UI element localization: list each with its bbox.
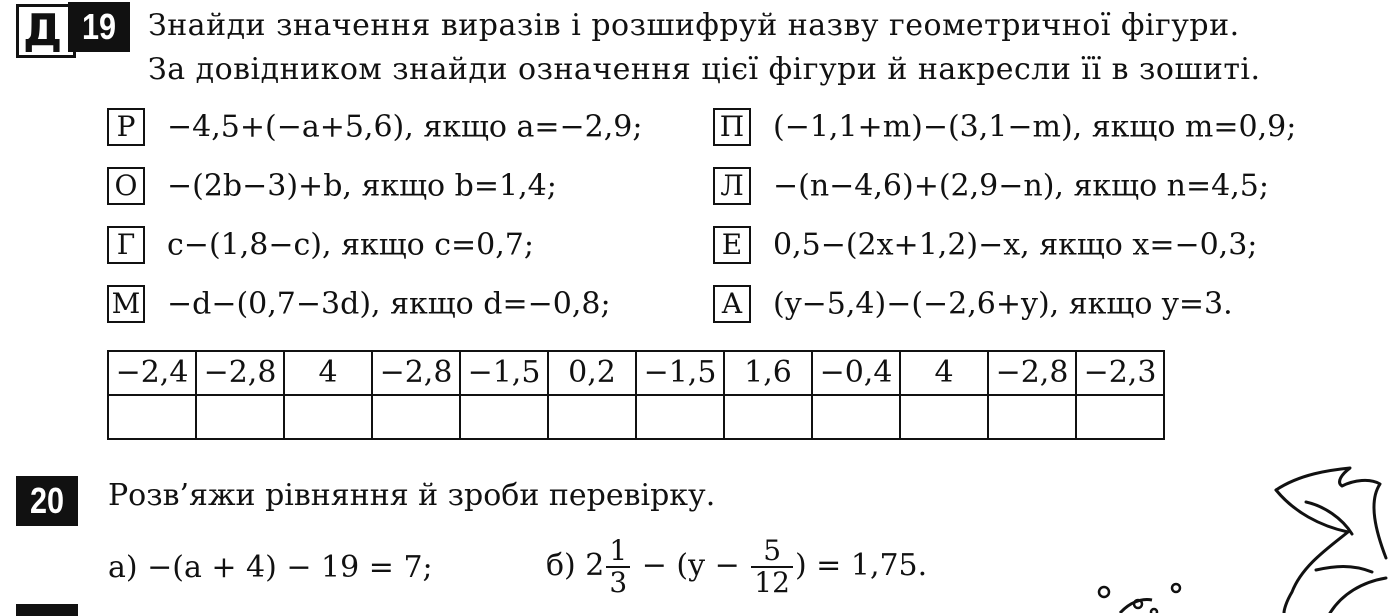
- exercise-number-badge: [16, 476, 78, 526]
- answer-cell[interactable]: [812, 395, 900, 439]
- answer-cell[interactable]: [372, 395, 460, 439]
- exercise-number: 20: [29, 480, 65, 521]
- table-value-cell: 4: [284, 351, 372, 395]
- fraction-denominator: 3: [609, 566, 628, 599]
- table-row-answers: [108, 395, 1164, 439]
- exercise-number-badge: [68, 2, 130, 52]
- answer-table: [107, 350, 1165, 440]
- task-item: [713, 226, 1257, 264]
- answer-cell[interactable]: [196, 395, 284, 439]
- table-value-cell: −2,4: [108, 351, 196, 395]
- task-item: [107, 167, 557, 205]
- task-item: [107, 108, 642, 146]
- task-expression: 0,5−(2x+1,2)−x, якщо x=−0,3;: [773, 227, 1258, 263]
- instruction-line-1: Знайди значення виразів і розшифруй назву геометричної фігури.: [148, 8, 1240, 43]
- table-value-cell: −1,5: [636, 351, 724, 395]
- variant-letter: Д: [23, 5, 63, 56]
- task-letter-box: Г: [107, 226, 145, 264]
- equation-b-middle: − (y −: [632, 548, 750, 583]
- table-value-cell: 0,2: [548, 351, 636, 395]
- decorative-illustration-icon: [1080, 462, 1388, 613]
- task-item: [713, 167, 1269, 205]
- task-expression: −(2b−3)+b, якщо b=1,4;: [167, 168, 557, 204]
- answer-cell[interactable]: [636, 395, 724, 439]
- task-expression: (y−5,4)−(−2,6+y), якщо y=3.: [773, 286, 1233, 322]
- task-item: [107, 285, 611, 323]
- task-letter-box: Е: [713, 226, 751, 264]
- task-letter-box: Л: [713, 167, 751, 205]
- answer-cell[interactable]: [284, 395, 372, 439]
- table-row-values: [108, 351, 1164, 395]
- table-value-cell: 4: [900, 351, 988, 395]
- table-value-cell: 1,6: [724, 351, 812, 395]
- answer-cell[interactable]: [988, 395, 1076, 439]
- task-expression: −d−(0,7−3d), якщо d=−0,8;: [167, 286, 611, 322]
- variant-letter-box: [16, 4, 76, 58]
- next-exercise-badge-edge: [16, 604, 78, 616]
- equation-b: [546, 536, 927, 598]
- exercise-number: 19: [81, 6, 117, 47]
- equation-a: а) −(a + 4) − 19 = 7;: [108, 550, 433, 585]
- fraction-numerator: 1: [606, 536, 630, 568]
- table-value-cell: −2,8: [372, 351, 460, 395]
- fraction-numerator: 5: [751, 536, 793, 568]
- table-value-cell: −2,8: [988, 351, 1076, 395]
- answer-cell[interactable]: [548, 395, 636, 439]
- instruction-line-2: За довідником знайди означення цієї фігури й накресли її в зошиті.: [148, 52, 1261, 87]
- task-letter-box: Р: [107, 108, 145, 146]
- equation-b-suffix: ) = 1,75.: [794, 548, 928, 583]
- task-item: [713, 285, 1233, 323]
- table-value-cell: −0,4: [812, 351, 900, 395]
- answer-cell[interactable]: [724, 395, 812, 439]
- answer-cell[interactable]: [108, 395, 196, 439]
- task-expression: (−1,1+m)−(3,1−m), якщо m=0,9;: [773, 109, 1297, 145]
- table-value-cell: −2,3: [1076, 351, 1164, 395]
- answer-cell[interactable]: [1076, 395, 1164, 439]
- table-value-cell: −1,5: [460, 351, 548, 395]
- fraction-denominator: 12: [754, 566, 790, 599]
- exercise-20-title: Розв’яжи рівняння й зроби перевірку.: [108, 478, 716, 513]
- fraction-one-third: [606, 536, 630, 598]
- task-letter-box: О: [107, 167, 145, 205]
- equation-b-prefix: б) 2: [546, 548, 605, 583]
- task-letter-box: П: [713, 108, 751, 146]
- answer-cell[interactable]: [900, 395, 988, 439]
- task-letter-box: А: [713, 285, 751, 323]
- table-value-cell: −2,8: [196, 351, 284, 395]
- task-item: [107, 226, 534, 264]
- fraction-five-twelfths: [751, 536, 793, 598]
- task-expression: −4,5+(−a+5,6), якщо a=−2,9;: [167, 109, 643, 145]
- task-item: [713, 108, 1296, 146]
- answer-cell[interactable]: [460, 395, 548, 439]
- task-expression: c−(1,8−c), якщо c=0,7;: [167, 227, 534, 263]
- task-letter-box: М: [107, 285, 145, 323]
- task-expression: −(n−4,6)+(2,9−n), якщо n=4,5;: [773, 168, 1269, 204]
